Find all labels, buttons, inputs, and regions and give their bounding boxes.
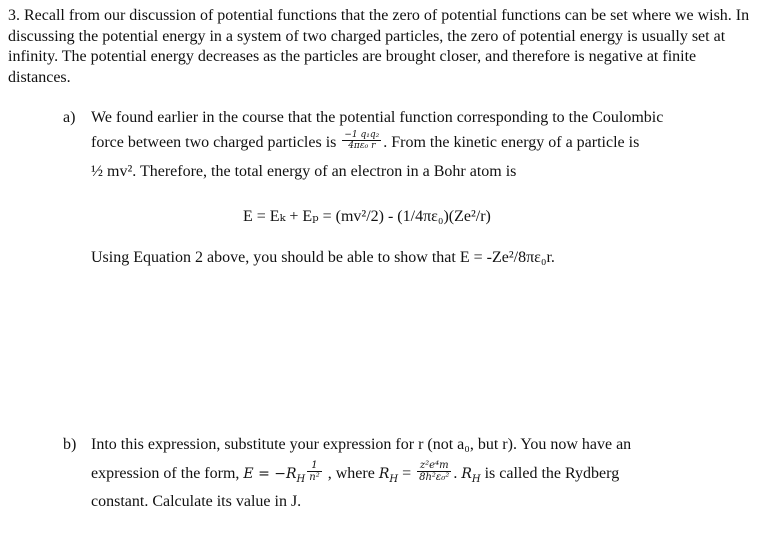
one-over-n-squared-numerator: 1 [307, 460, 321, 472]
part-a-label: a) [63, 109, 76, 126]
part-a-line3: ½ mv². Therefore, the total energy of an electron in a Bohr atom is [91, 163, 517, 180]
rydberg-symbol-sub: H [389, 473, 399, 485]
part-b-line2-end: is called the Rydberg [480, 465, 620, 483]
rydberg-symbol-text: R [378, 466, 390, 483]
energy-expression-text: E = −R [243, 466, 297, 483]
part-a-line2-post: . From the kinetic energy of a particle is [383, 134, 640, 152]
rydberg-equals: = [398, 465, 416, 483]
part-a-line1: We found earlier in the course that the potential function corresponding to the Coulombic [91, 109, 664, 126]
rydberg-fraction-numerator: z²e⁴m [417, 460, 451, 472]
part-a-line2 [91, 130, 640, 154]
rydberg-symbol-2-sub: H [471, 473, 481, 485]
part-a-line2-pre: force between two charged particles is [91, 134, 337, 152]
question-intro: 3. Recall from our discussion of potential functions that the zero of potential functions can be set where we wish. In discussing the potential energy in a system of two charged particles, the zero of potential energy is usually set at infinity. The potential energy decreases as the particles are brought closer, and therefore is negative at finite distances. [8, 7, 750, 86]
rydberg-symbol-2 [461, 466, 481, 485]
where-text: , where [323, 465, 379, 483]
one-over-n-squared-denominator: n² [309, 472, 320, 483]
energy-expression-sub: H [296, 473, 306, 485]
rydberg-fraction-denominator: 8h²ε₀² [419, 472, 450, 483]
coulomb-fraction-numerator: −1 q₁q₂ [344, 130, 380, 140]
part-b-line1: Into this expression, substitute your expression for r (not a₀, but r). You now have an [91, 436, 632, 453]
part-b-line2-pre: expression of the form, [91, 465, 244, 483]
total-energy-equation: E = Eₖ + Eₚ = (mv²/2) - (1/4πε₀)(Ze²/r) [243, 208, 491, 225]
rydberg-symbol-2-text: R [461, 466, 472, 483]
one-over-n-squared-fraction [307, 460, 321, 483]
part-b-label: b) [63, 436, 77, 453]
rydberg-symbol [378, 466, 399, 485]
part-b-line2-post: . [453, 465, 462, 483]
coulomb-fraction [342, 130, 381, 151]
energy-expression [243, 466, 306, 485]
part-b-line3: constant. Calculate its value in J. [91, 493, 302, 510]
part-b-line2 [91, 460, 620, 486]
part-a-line4: Using Equation 2 above, you should be able to show that E = -Ze²/8πε₀r. [91, 249, 555, 266]
rydberg-fraction [417, 460, 451, 483]
coulomb-fraction-denominator: 4πε₀ r [348, 141, 376, 151]
